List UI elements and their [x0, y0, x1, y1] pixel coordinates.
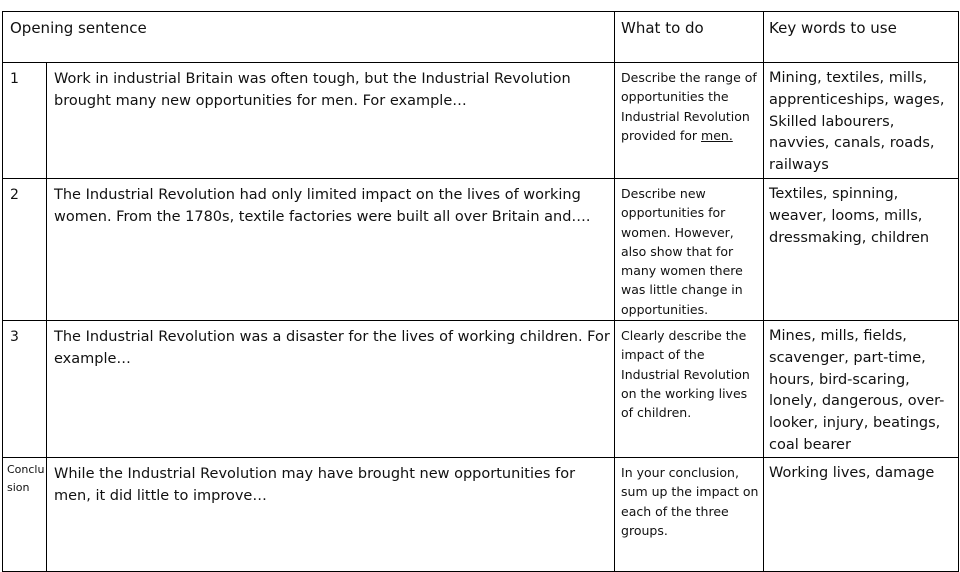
header-opening-sentence: Opening sentence	[3, 12, 615, 63]
opening-sentence-cell: The Industrial Revolution had only limited impact on the lives of working women. From the 1780s, textile factories were built all over Britain and….	[47, 179, 615, 321]
essay-plan-table	[2, 11, 959, 572]
table-row	[3, 179, 959, 321]
key-words-cell: Mines, mills, fields, scavenger, part-time, hours, bird-scaring, lonely, dangerous, over-looker, injury, beatings, coal bearer	[764, 321, 959, 458]
key-words-cell: Textiles, spinning, weaver, looms, mills, dressmaking, children	[764, 179, 959, 321]
opening-sentence-cell: Work in industrial Britain was often tough, but the Industrial Revolution brought many new opportunities for men. For example…	[47, 63, 615, 179]
header-what-to-do: What to do	[615, 12, 764, 63]
row-number: Conclusion	[3, 458, 47, 572]
row-number: 1	[3, 63, 47, 179]
what-to-do-cell: Clearly describe the impact of the Industrial Revolution on the working lives of children.	[615, 321, 764, 458]
key-words-cell: Mining, textiles, mills, apprenticeships, wages, Skilled labourers, navvies, canals, roads, railways	[764, 63, 959, 179]
opening-sentence-cell: While the Industrial Revolution may have brought new opportunities for men, it did little to improve…	[47, 458, 615, 572]
header-row	[3, 12, 959, 63]
row-number: 2	[3, 179, 47, 321]
what-to-do-cell	[615, 63, 764, 179]
table-row	[3, 458, 959, 572]
table-row	[3, 63, 959, 179]
what-to-do-text: Describe the range of opportunities the Industrial Revolution provided for	[621, 70, 757, 143]
what-to-do-cell: In your conclusion, sum up the impact on each of the three groups.	[615, 458, 764, 572]
what-to-do-cell: Describe new opportunities for women. However, also show that for many women there was little change in opportunities.	[615, 179, 764, 321]
row-number: 3	[3, 321, 47, 458]
header-key-words: Key words to use	[764, 12, 959, 63]
key-words-cell: Working lives, damage	[764, 458, 959, 572]
table-row	[3, 321, 959, 458]
opening-sentence-cell: The Industrial Revolution was a disaster for the lives of working children. For example…	[47, 321, 615, 458]
what-to-do-underlined: men.	[701, 127, 733, 143]
